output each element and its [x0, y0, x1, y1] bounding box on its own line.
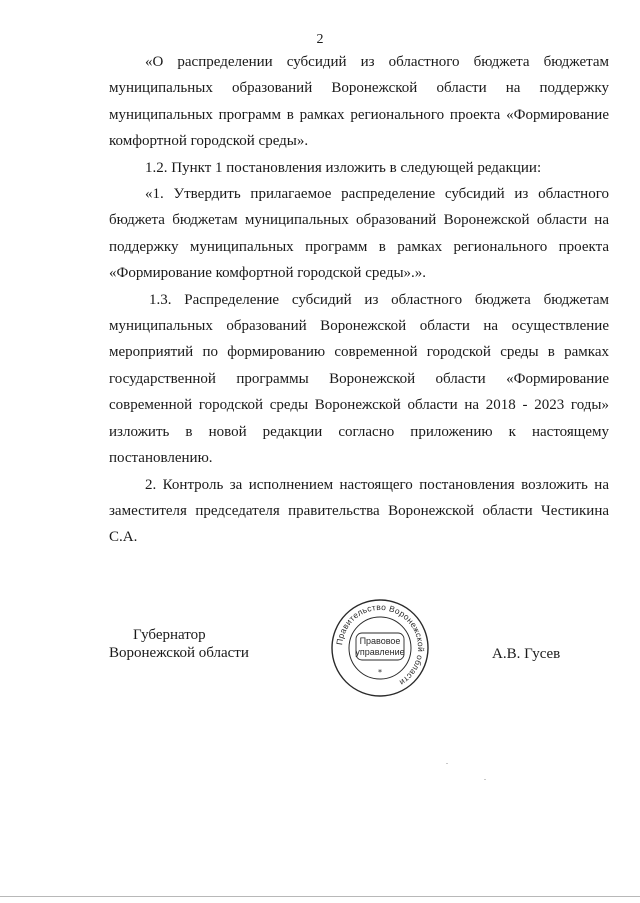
signature-block — [109, 626, 249, 662]
official-stamp — [330, 598, 430, 698]
document-body — [109, 49, 609, 551]
scan-speck — [446, 763, 448, 764]
stamp-inner-line1: Правовое — [359, 636, 401, 646]
stamp-inner-line2: управление — [355, 647, 405, 657]
signer-position-title: Губернатор — [133, 627, 206, 643]
scan-speck — [484, 779, 486, 780]
paragraph-quoted-item-1: «1. Утвердить прилагаемое распределение субсидий из областного бюджета бюджетам муниципальных образований Воронежской области на поддержку муниципальных программ в рамках регионального проекта «Формирование комфортной городской среды».». — [109, 186, 609, 282]
paragraph-resolution-title: «О распределении субсидий из областного бюджета бюджетам муниципальных образований Воронежской области на поддержку муниципальных программ в рамках регионального проекта «Формирование комфортной городской среды». — [109, 54, 609, 150]
paragraph-1-3: 1.3. Распределение субсидий из областного бюджета бюджетам муниципальных образований Воронежской области на осуществление мероприятий по формированию современной городской среды в рамках государственной программы Воронежской области «Формирование современной городской среды Воронежской области на 2018 - 2023 годы» изложить в новой редакции согласно приложению к настоящему постановлению. — [109, 291, 609, 467]
signer-name: А.В. Гусев — [492, 646, 561, 662]
paragraph-2-control: 2. Контроль за исполнением настоящего постановления возложить на заместителя председателя правительства Воронежской области Честикина С.А. — [109, 476, 609, 546]
signer-position-region: Воронежской области — [109, 645, 249, 661]
stamp-outer-text: Правительство Воронежской области — [334, 601, 427, 688]
scan-edge-line — [0, 896, 640, 897]
stamp-star: * — [378, 668, 382, 677]
paragraph-1-2: 1.2. Пункт 1 постановления изложить в следующей редакции: — [145, 159, 542, 176]
page-number: 2 — [316, 32, 324, 47]
